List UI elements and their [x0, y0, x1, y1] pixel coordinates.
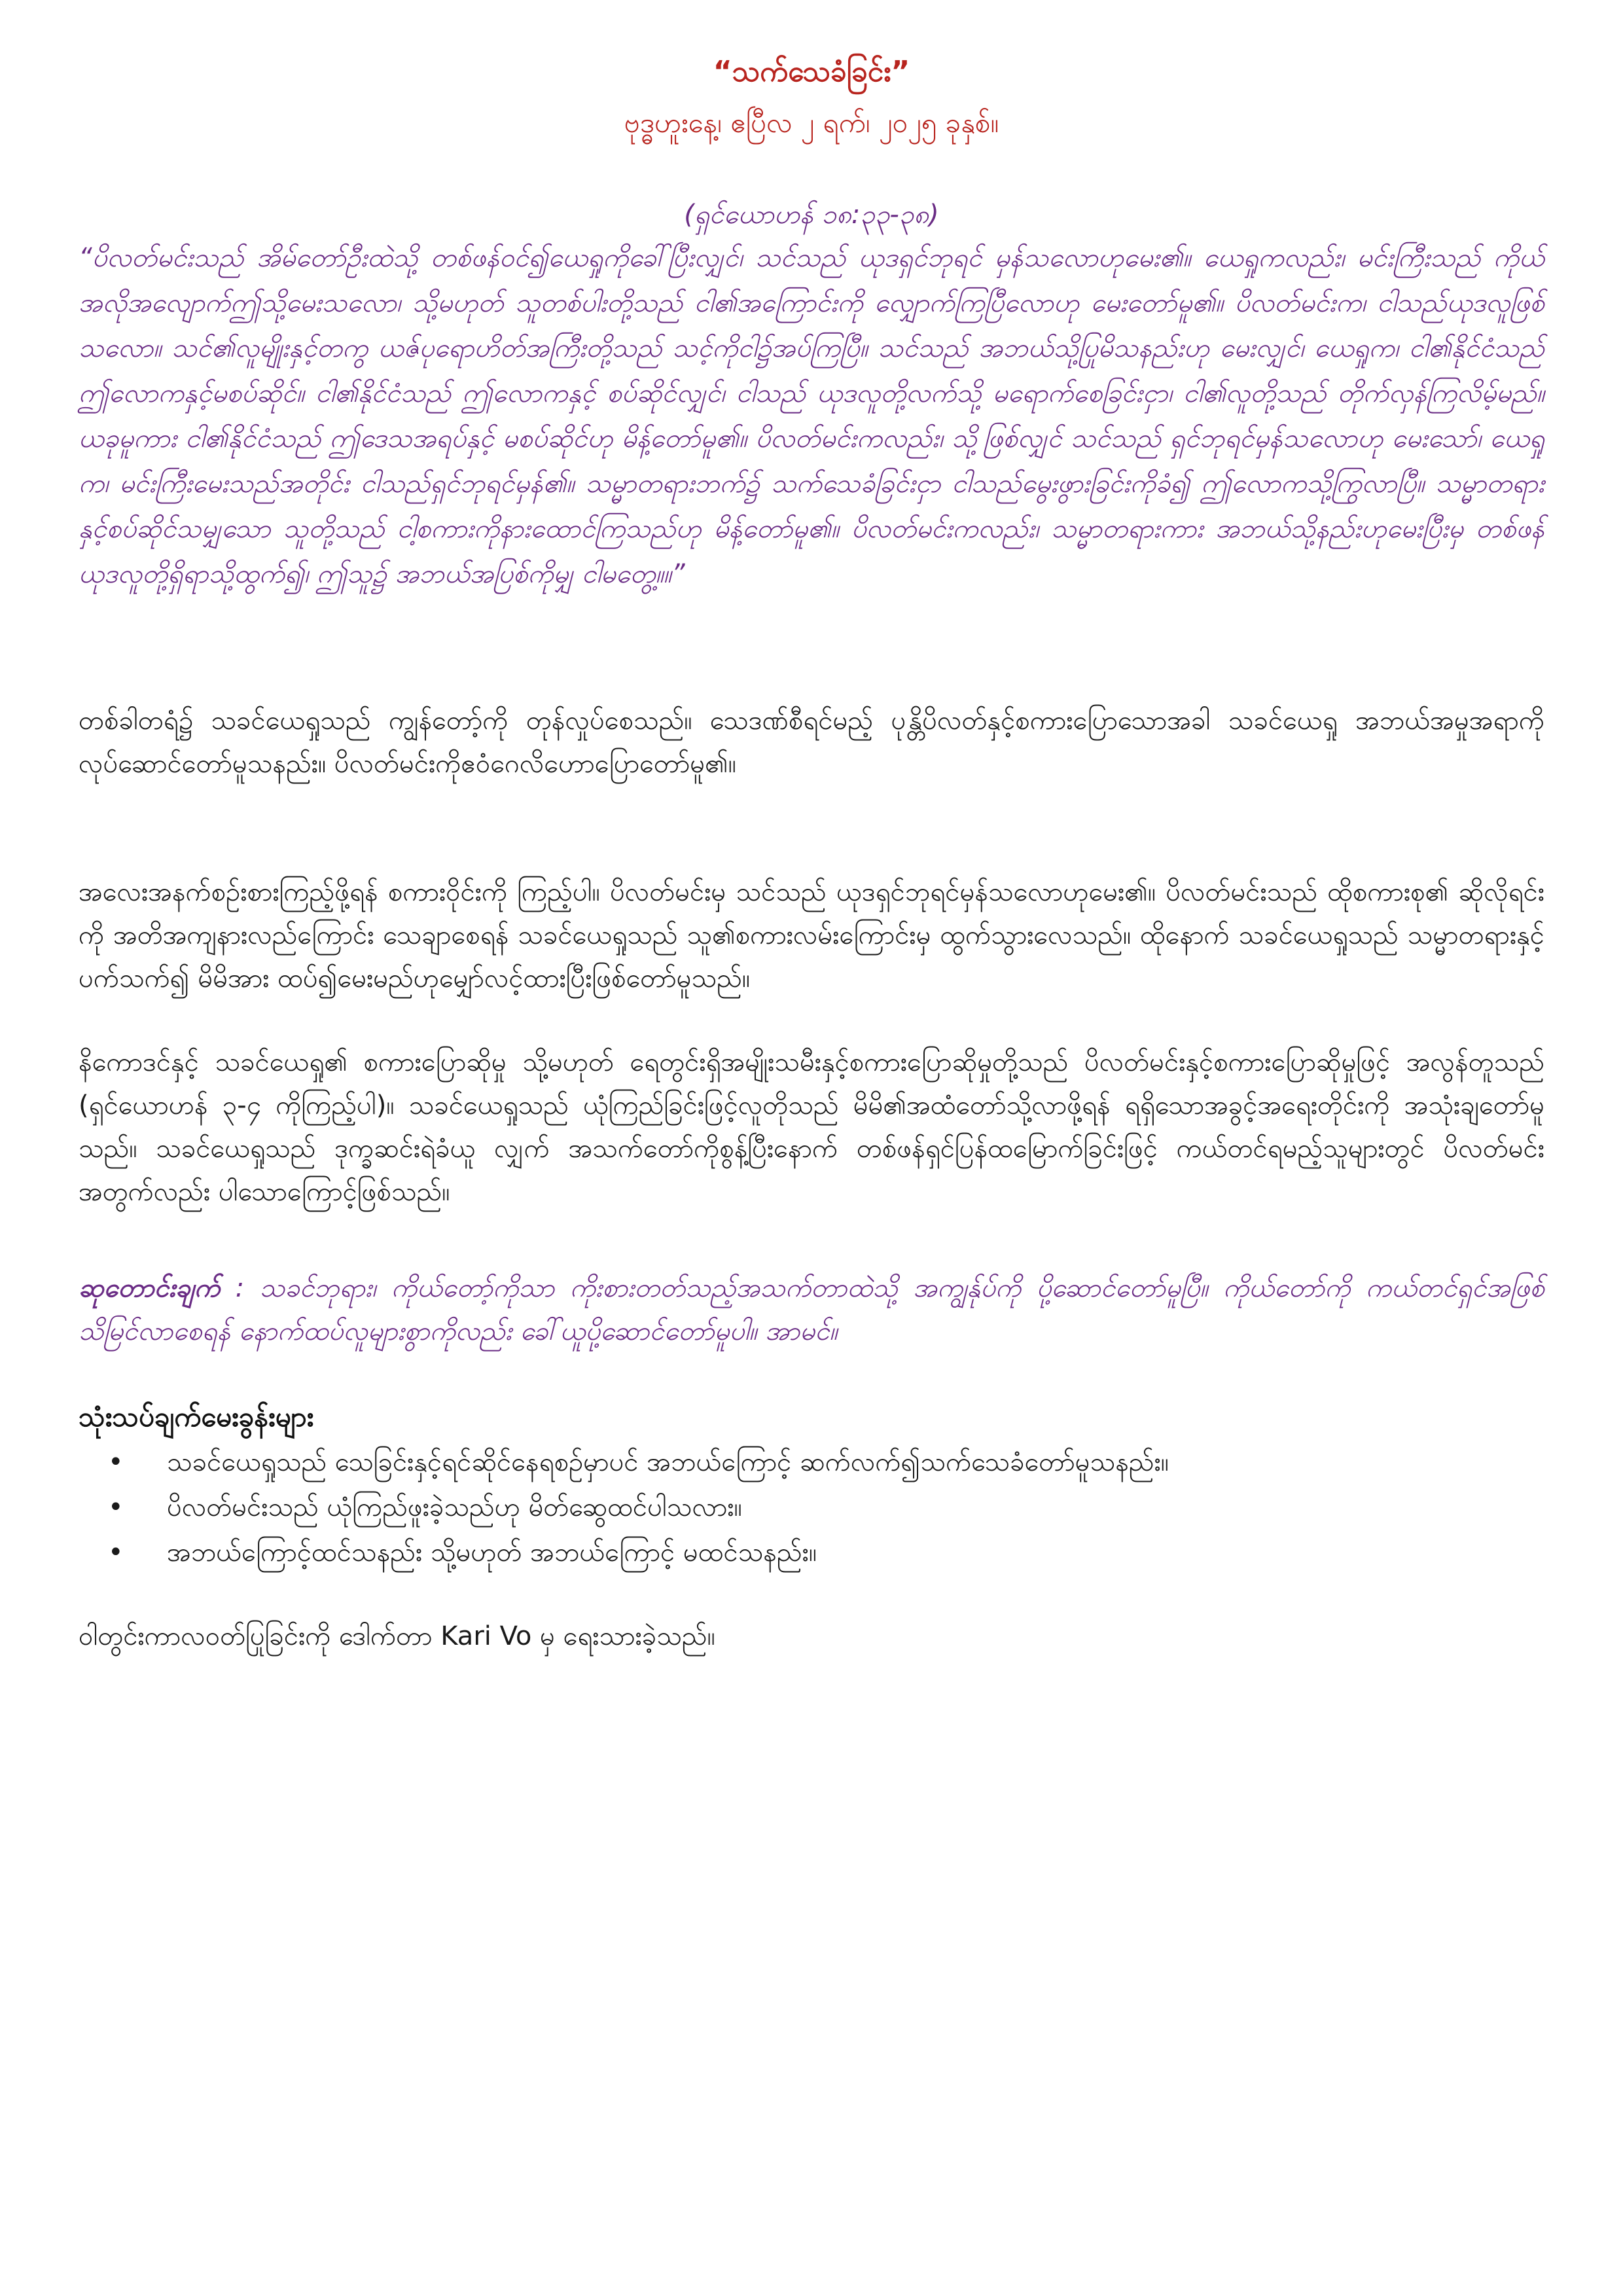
- prayer-separator: :: [220, 1273, 260, 1303]
- body-paragraph-2: အလေးအနက်စဉ်းစားကြည့်ဖို့ရန် စကားဝိုင်းကို ကြည့်ပါ။ ပိလတ်မင်းမှ သင်သည် ယုဒရှင်ဘုရင်မှန်သလောဟုမေး၏။ ပိလတ်မင်းသည် ထိုစကားစု၏ ဆိုလိုရင်းကို အတိအကျနားလည်ကြောင်း သေချာစေရန် သခင်ယေရှုသည် သူ၏စကားလမ်းကြောင်းမှ ထွက်သွားလေသည်။ ထိုနောက် သခင်ယေရှုသည် သမ္မာတရားနှင့်ပက်သက်၍ မိမိအား ထပ်၍မေးမည်ဟုမျှော်လင့်ထားပြီးဖြစ်တော်မူသည်။: [79, 877, 1544, 994]
- bullet-icon: •: [108, 1492, 124, 1522]
- prayer-section: [79, 1266, 1544, 1353]
- scripture-passage: “ပိလတ်မင်းသည် အိမ်တော်ဦးထဲသို့ တစ်ဖန်ဝင်၍ယေရှုကိုခေါ်ပြီးလျှင်၊ သင်သည် ယုဒရှင်ဘုရင် မှန်သလောဟုမေး၏။ ယေရှုကလည်း၊ မင်းကြီးသည် ကိုယ်အလိုအလျောက်ဤသို့မေးသလော၊ သို့မဟုတ် သူတစ်ပါးတို့သည် ငါ၏အကြောင်းကို လျှောက်ကြပြီလောဟု မေးတော်မူ၏။ ပိလတ်မင်းက၊ ငါသည်ယုဒလူဖြစ်သလော။ သင်၏လူမျိုးနှင့်တကွ ယဇ်ပုရောဟိတ်အကြီးတို့သည် သင့်ကိုငါ၌အပ်ကြပြီ။ သင်သည် အဘယ်သို့ပြုမိသနည်းဟု မေးလျှင်၊ ယေရှုက၊ ငါ၏နိုင်ငံသည် ဤလောကနှင့်မစပ်ဆိုင်။ ငါ၏နိုင်ငံသည် ဤလောကနှင့် စပ်ဆိုင်လျှင်၊ ငါသည် ယုဒလူတို့လက်သို့ မရောက်စေခြင်းငှာ၊ ငါ၏လူတို့သည် တိုက်လှန်ကြလိမ့်မည်။ ယခုမူကား ငါ၏နိုင်ငံသည် ဤဒေသအရပ်နှင့် မစပ်ဆိုင်ဟု မိန့်တော်မူ၏။ ပိလတ်မင်းကလည်း၊ သို့ဖြစ်လျှင် သင်သည် ရှင်ဘုရင်မှန်သလောဟု မေးသော်၊ ယေရှုက၊ မင်းကြီးမေးသည်အတိုင်း ငါသည်ရှင်ဘုရင်မှန်၏။ သမ္မာတရားဘက်၌ သက်သေခံခြင်းငှာ ငါသည်မွေးဖွားခြင်းကိုခံ၍ ဤလောကသို့ကြွလာပြီ။ သမ္မာတရားနှင့်စပ်ဆိုင်သမျှသော သူတို့သည် ငါ့စကားကိုနားထောင်ကြသည်ဟု မိန့်တော်မူ၏။ ပိလတ်မင်းကလည်း၊ သမ္မာတရားကား အဘယ်သို့နည်းဟုမေးပြီးမှ တစ်ဖန် ယုဒလူတို့ရှိရာသို့ထွက်၍၊ ဤသူ၌ အဘယ်အပြစ်ကိုမျှ ငါမတွေ့။။”: [79, 243, 1544, 589]
- question-item: [79, 1530, 1544, 1575]
- question-text: သခင်ယေရှုသည် သေခြင်းနှင့်ရင်ဆိုင်နေရစဉ်မှာပင် အဘယ်ကြောင့် ဆက်လက်၍သက်သေခံတော်မူသနည်း။: [167, 1447, 1169, 1477]
- bullet-icon: •: [108, 1537, 124, 1568]
- questions-heading: သုံးသပ်ချက်မေးခွန်းများ: [79, 1401, 314, 1433]
- devotion-title: “သက်သေခံခြင်း”: [713, 55, 910, 88]
- question-text: ပိလတ်မင်းသည် ယုံကြည်ဖူးခဲ့သည်ဟု မိတ်ဆွေထင်ပါသလား။: [167, 1492, 742, 1522]
- question-text: အဘယ်ကြောင့်ထင်သနည်း သို့မဟုတ် အဘယ်ကြောင့် မထင်သနည်း။: [167, 1537, 817, 1568]
- author-credit: ဝါတွင်းကာလဝတ်ပြုခြင်းကို ဒေါက်တာ Kari Vo မှ ရေးသားခဲ့သည်။: [79, 1621, 715, 1651]
- bullet-icon: •: [108, 1447, 124, 1477]
- body-paragraph-3: နိကောဒင်နှင့် သခင်ယေရှု၏ စကားပြောဆိုမှု သို့မဟုတ် ရေတွင်းရှိအမျိုးသမီးနှင့်စကားပြောဆိုမှုတို့သည် ပိလတ်မင်းနှင့်စကားပြောဆိုမှုဖြင့် အလွန်တူသည် (ရှင်ယောဟန် ၃-၄ ကိုကြည့်ပါ)။ သခင်ယေရှုသည် ယုံကြည်ခြင်းဖြင့်လူတိုသည် မိမိ၏အထံတော်သို့လာဖို့ရန် ရရှိသောအခွင့်အရေးတိုင်းကို အသုံးချတော်မူသည်။ သခင်ယေရှုသည် ဒုက္ခဆင်းရဲခံယူ လျှက် အသက်တော်ကိုစွန့်ပြီးနောက် တစ်ဖန်ရှင်ပြန်ထမြောက်ခြင်းဖြင့် ကယ်တင်ရမည့်သူများတွင် ပိလတ်မင်းအတွက်လည်း ပါသောကြောင့်ဖြစ်သည်။: [79, 1047, 1544, 1207]
- prayer-text: သခင်ဘုရား၊ ကိုယ်တော့်ကိုသာ ကိုးစားတတ်သည့်အသက်တာထဲသို့ အကျွန်ုပ်ကို ပို့ဆောင်တော်မူပြီ။ ကိုယ်တော်ကို ကယ်တင်ရှင်အဖြစ် သိမြင်လာစေရန် နောက်ထပ်လူများစွာကိုလည်း ခေါ်ယူပို့ဆောင်တော်မူပါ။ အာမင်။: [79, 1273, 1544, 1346]
- question-item: [79, 1485, 1544, 1530]
- devotion-date: ဗုဒ္ဓဟူးနေ့၊ ဧပြီလ ၂ ရက်၊ ၂၀၂၅ ခုနှစ်။: [624, 107, 999, 139]
- scripture-reference: (ရှင်ယောဟန် ၁၈:၃၃-၃၈): [684, 200, 939, 230]
- prayer-label: ဆုတောင်းချက်: [79, 1273, 221, 1303]
- body-paragraph-1: တစ်ခါတရံ၌ သခင်ယေရှုသည် ကျွန်တော့်ကို တုန်လှုပ်စေသည်။ သေဒဏ်စီရင်မည့် ပုန္တိပိလတ်နှင့်စကားပြောသောအခါ သခင်ယေရှု အဘယ်အမှုအရာကိုလုပ်ဆောင်တော်မူသနည်း။ ပိလတ်မင်းကိုဧဝံဂေလိဟောပြောတော်မူ၏။: [79, 706, 1544, 779]
- questions-list: [79, 1440, 1544, 1575]
- question-item: [79, 1440, 1544, 1485]
